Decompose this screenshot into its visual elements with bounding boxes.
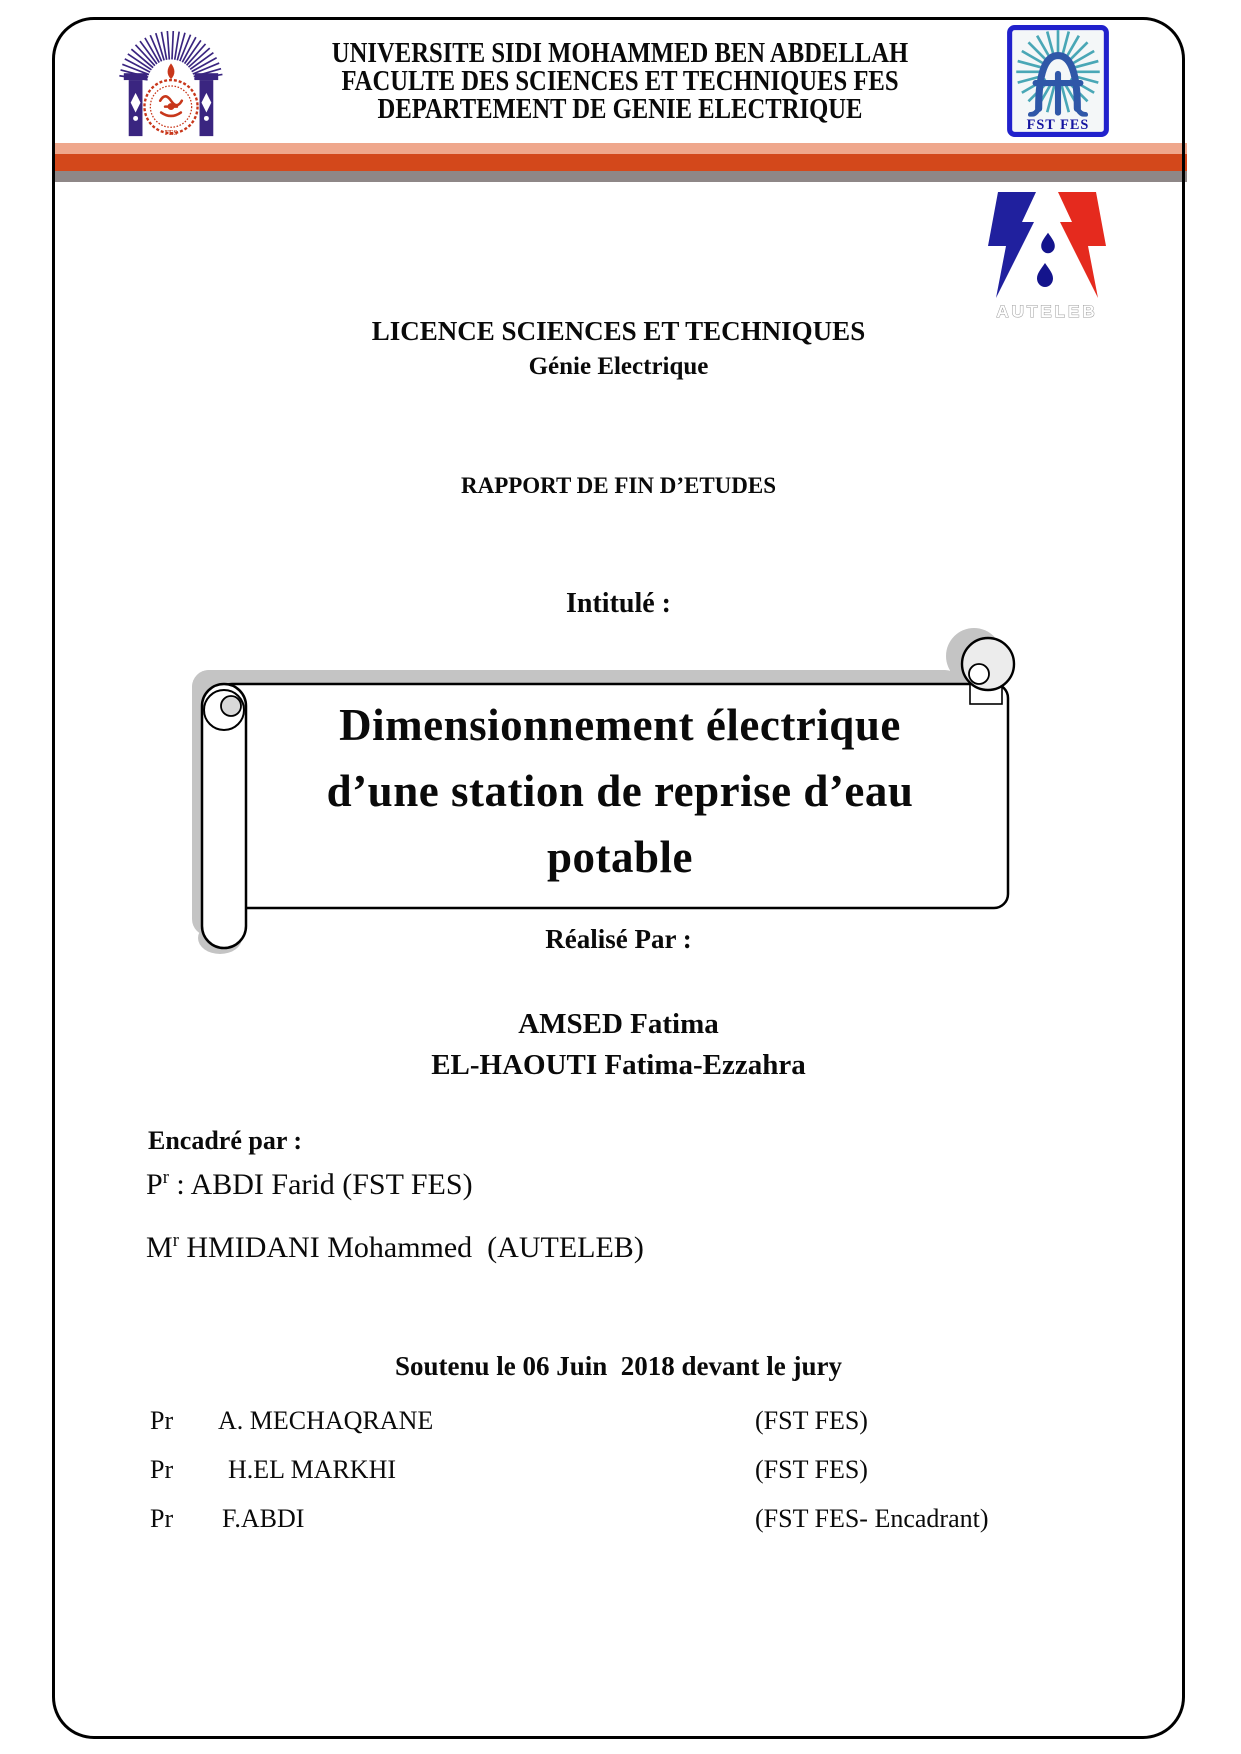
report-title: [250, 692, 990, 890]
supervised-by-label: Encadré par :: [148, 1126, 303, 1155]
fst-label: FST FES: [1026, 116, 1090, 133]
university-logo: [112, 27, 230, 146]
university-emblem-icon: [112, 27, 230, 141]
header-institution-block: [286, 40, 955, 124]
supervisor-line: [146, 1231, 644, 1265]
header-stripe-bar: [54, 143, 1187, 182]
supervisor-text: HMIDANI Mohammed (AUTELEB): [178, 1231, 644, 1264]
supervisor-sup: r: [162, 1167, 169, 1188]
jury-row: [0, 1406, 1241, 1440]
jury-title: Pr: [150, 1504, 174, 1533]
jury-affiliation: (FST FES): [755, 1406, 868, 1435]
header-line-department: DEPARTEMENT DE GENIE ELECTRIQUE: [377, 94, 863, 125]
jury-row: [0, 1504, 1241, 1538]
header-line-faculty: FACULTE DES SCIENCES ET TECHNIQUES FES: [341, 66, 899, 97]
auteleb-water-drops: [1037, 233, 1055, 287]
report-title-line-2: d’une station de reprise d’eau: [326, 766, 914, 816]
jury-affiliation: (FST FES): [755, 1455, 868, 1484]
supervisor-prefix: P: [146, 1168, 163, 1201]
auteleb-logo-icon: [972, 186, 1122, 322]
supervisor-line: [146, 1168, 473, 1202]
authors-block: [52, 1004, 1185, 1086]
jury-title: Pr: [150, 1406, 174, 1435]
realized-by-label: Réalisé Par :: [545, 924, 692, 954]
fst-fes-logo: [1006, 25, 1110, 142]
scroll-left-roll: [202, 684, 246, 948]
fst-fes-logo-icon: [1006, 25, 1110, 137]
stripe-orange: [54, 154, 1187, 171]
emblem-medallion: [144, 63, 197, 137]
degree-line: LICENCE SCIENCES ET TECHNIQUES: [371, 316, 866, 346]
auteleb-label: AUTELEB: [996, 302, 1098, 321]
supervisor-prefix: M: [146, 1231, 173, 1264]
jury-name: A. MECHAQRANE: [218, 1406, 434, 1435]
header-line-university: UNIVERSITE SIDI MOHAMMED BEN ABDELLAH: [331, 38, 909, 69]
supervisor-sup: r: [172, 1230, 179, 1251]
defense-line: Soutenu le 06 Juin 2018 devant le jury: [394, 1351, 843, 1381]
report-title-line-1: Dimensionnement électrique: [339, 700, 901, 750]
auteleb-red-bolt: [1058, 192, 1106, 298]
author-name: EL-HAOUTI Fatima-Ezzahra: [431, 1049, 806, 1081]
emblem-caption: FES: [164, 130, 178, 138]
author-name: AMSED Fatima: [518, 1008, 719, 1040]
jury-name: F.ABDI: [222, 1504, 305, 1533]
report-type: RAPPORT DE FIN D’ETUDES: [460, 473, 777, 498]
auteleb-blue-bolt: [988, 192, 1036, 298]
jury-row: [0, 1455, 1241, 1489]
stripe-gray: [54, 171, 1187, 182]
report-title-line-3: potable: [546, 832, 693, 882]
stripe-salmon: [54, 143, 1187, 154]
jury-affiliation: (FST FES- Encadrant): [755, 1504, 989, 1533]
jury-title: Pr: [150, 1455, 174, 1484]
auteleb-logo: [972, 186, 1122, 327]
title-label: Intitulé :: [566, 588, 671, 619]
supervisor-text: : ABDI Farid (FST FES): [168, 1168, 473, 1201]
jury-name: H.EL MARKHI: [228, 1455, 397, 1484]
specialty-line: Génie Electrique: [528, 353, 709, 380]
